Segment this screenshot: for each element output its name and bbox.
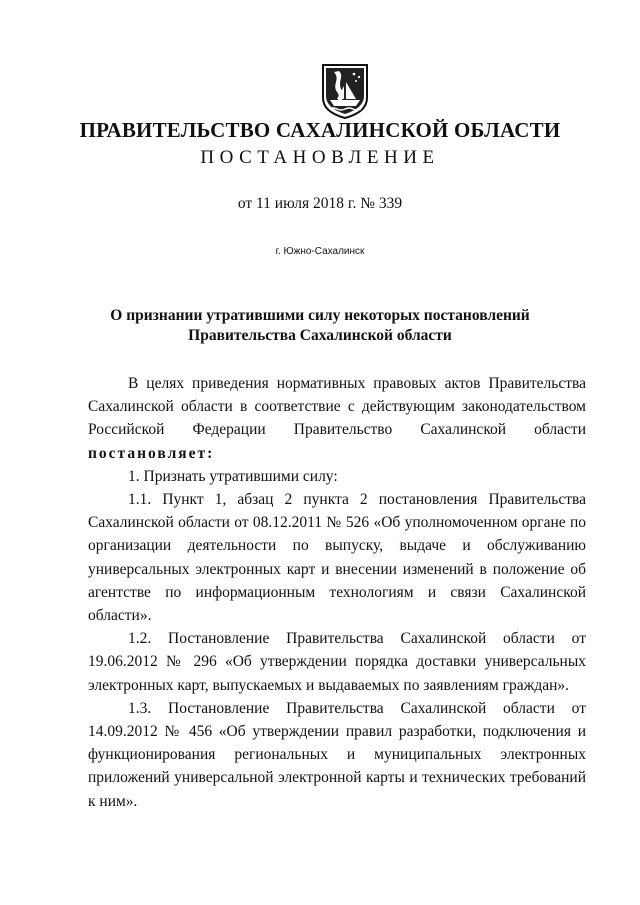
item-1-3: 1.3. Постановление Правительства Сахалинской области от 14.09.2012 № 456 «Об утверждении правил разработки, подключения и функционирования региональных и муниципальных электронных приложений универсальной электронной карты и технических требований к ним». xyxy=(88,699,586,810)
item-1-1: 1.1. Пункт 1, абзац 2 пункта 2 постановления Правительства Сахалинской области от 08.12.2011 № 526 «Об уполномоченном органе по организации деятельности по выпуску, выдаче и обслуживанию универсальных электронных карт и внесении изменений в положение об агентстве по информационным технологиям и связи Сахалинской области». xyxy=(88,491,586,625)
resolves-keyword: постановляет: xyxy=(88,444,215,462)
document-subject xyxy=(80,306,560,346)
document-city: г. Южно-Сахалинск xyxy=(275,246,365,257)
item-1-2: 1.2. Постановление Правительства Сахалинской области от 19.06.2012 № 296 «Об утверждении порядка доставки универсальных электронных карт, выпускаемых и выдаваемых по заявлениям граждан». xyxy=(88,630,586,694)
government-title: ПРАВИТЕЛЬСТВО САХАЛИНСКОЙ ОБЛАСТИ xyxy=(79,118,561,142)
preamble-text: В целях приведения нормативных правовых актов Правительства Сахалинской области в соответствие с действующим законодательством Российской Федерации Правительство Сахалинской области xyxy=(88,375,586,439)
document-body xyxy=(88,372,586,813)
subject-line-1: О признании утратившими силу некоторых постановлений xyxy=(110,307,530,324)
subject-line-2: Правительства Сахалинской области xyxy=(188,327,452,344)
item-1: 1. Признать утратившими силу: xyxy=(128,467,338,485)
document-date-number: от 11 июля 2018 г. № 339 xyxy=(237,195,403,212)
document-type: ПОСТАНОВЛЕНИЕ xyxy=(200,147,440,168)
preamble-paragraph xyxy=(88,372,586,465)
coat-of-arms-icon xyxy=(320,62,370,120)
